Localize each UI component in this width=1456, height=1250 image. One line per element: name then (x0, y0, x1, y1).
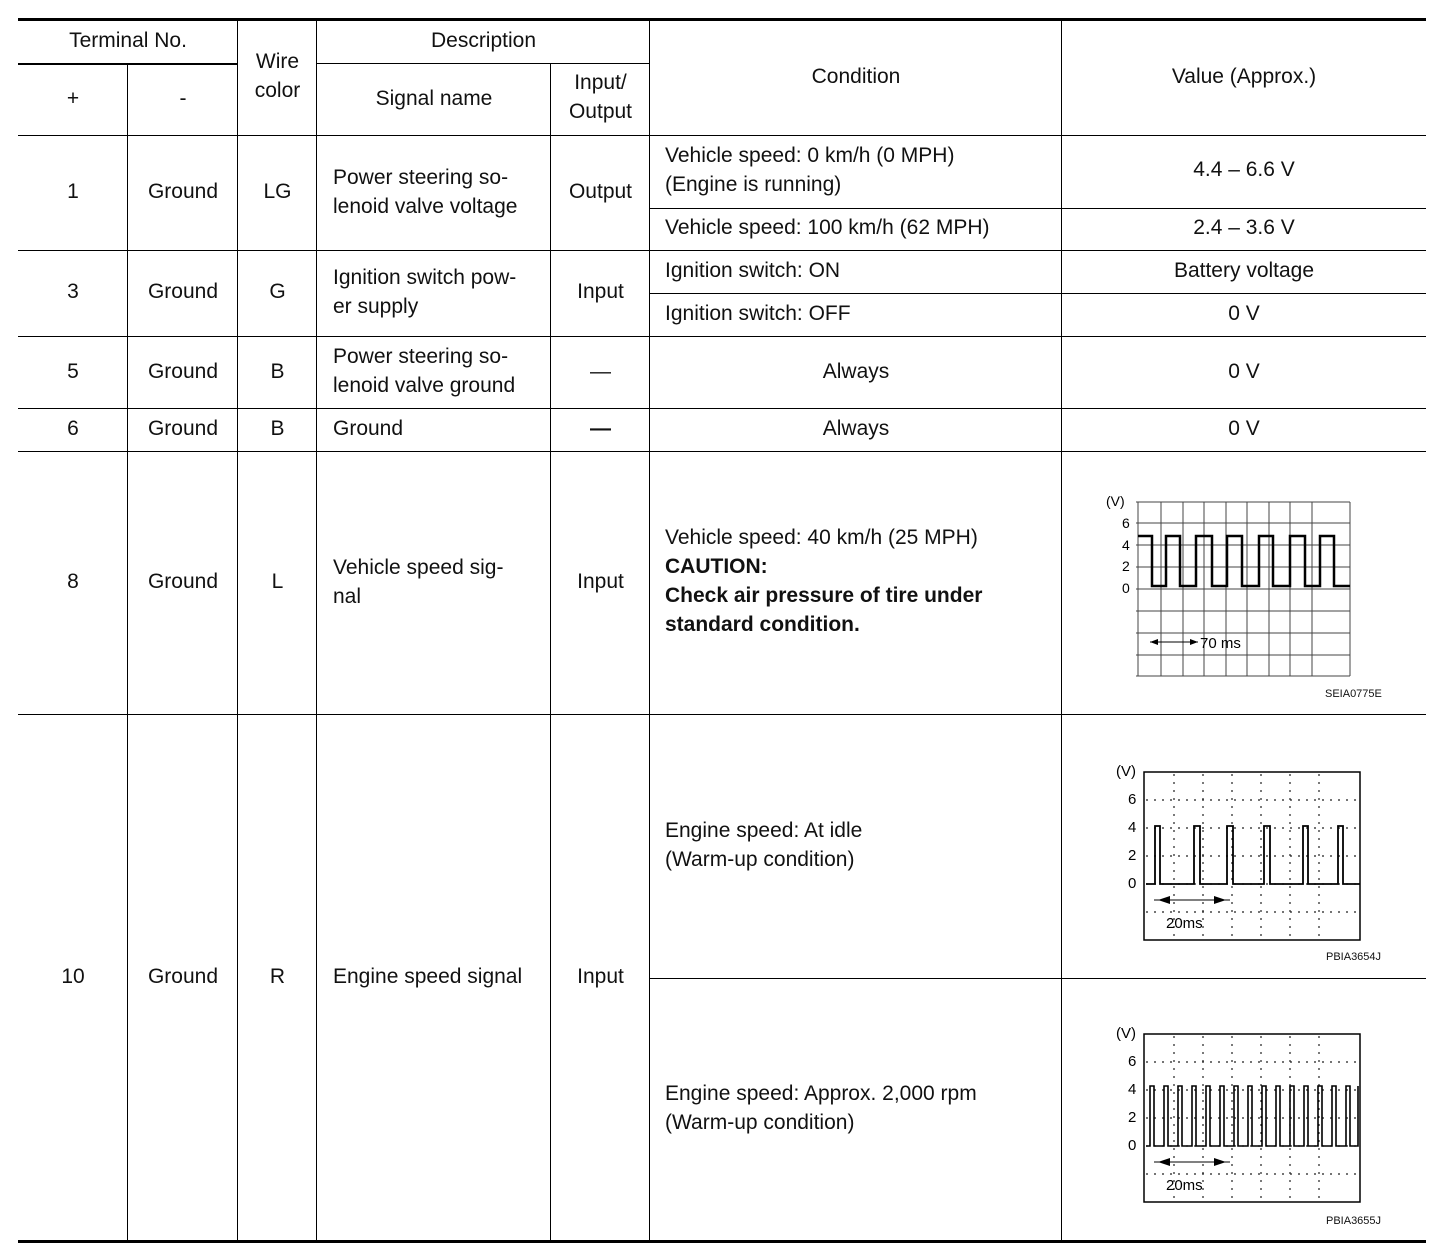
row10-io: Input (577, 965, 624, 988)
row-separator (18, 451, 1426, 452)
row10-minus: Ground (147, 965, 219, 988)
column-rule (127, 63, 128, 1241)
header-condition: Condition (811, 65, 901, 88)
waveform2-tick: 0 (1128, 875, 1137, 892)
row-separator (18, 408, 1426, 409)
header-wire-color-line2: color (254, 79, 301, 102)
row3-condition-a: Ignition switch: ON (665, 259, 841, 282)
header-plus: + (66, 87, 80, 110)
waveform3-tick: 4 (1128, 1081, 1137, 1098)
figure-code: SEIA0775E (1325, 688, 1382, 700)
row5-plus: 5 (67, 360, 79, 383)
row3-value-b: 0 V (1228, 302, 1260, 325)
row6-condition: Always (822, 417, 890, 440)
header-input-output (551, 68, 650, 126)
row5-signal: Power steering so- lenoid valve ground (333, 345, 516, 397)
row1-signal: Power steering so- lenoid valve voltage (333, 166, 518, 218)
figure-code: PBIA3655J (1326, 1215, 1382, 1227)
row3-condition-b: Ignition switch: OFF (665, 302, 851, 325)
row6-value: 0 V (1228, 417, 1260, 440)
row8-minus: Ground (147, 570, 219, 593)
row6-signal: Ground (333, 417, 404, 440)
engine-2000rpm-waveform (1110, 1022, 1370, 1206)
row1-io: Output (568, 180, 633, 203)
figure-code: PBIA3654J (1326, 951, 1382, 963)
row8-io: Input (577, 570, 624, 593)
waveform1-tick: 2 (1122, 558, 1130, 574)
row3-plus: 3 (67, 280, 79, 303)
waveform3-unit: (V) (1116, 1025, 1136, 1042)
row-separator (18, 336, 1426, 337)
row8-signal: Vehicle speed sig- nal (333, 556, 504, 608)
row10-signal: Engine speed signal (333, 965, 523, 988)
subrow-separator (650, 208, 1426, 209)
row1-condition-b: Vehicle speed: 100 km/h (62 MPH) (665, 216, 990, 239)
row8-plus: 8 (67, 570, 79, 593)
header-value: Value (Approx.) (1171, 65, 1317, 88)
row10-condition-b: Engine speed: Approx. 2,000 rpm (Warm-up condition) (665, 1082, 977, 1134)
header-description: Description (430, 29, 537, 52)
row-separator (18, 714, 1426, 715)
table-bottom-border (18, 1240, 1426, 1243)
column-rule (1061, 20, 1062, 1241)
waveform1-tick: 4 (1122, 537, 1130, 553)
row1-value-b: 2.4 – 3.6 V (1193, 216, 1295, 239)
row10-plus: 10 (61, 965, 85, 988)
row10-wire: R (269, 965, 286, 988)
row1-plus: 1 (67, 180, 79, 203)
row6-minus: Ground (147, 417, 219, 440)
header-minus: - (179, 87, 187, 110)
row5-condition: Always (822, 360, 890, 383)
waveform3-tick: 2 (1128, 1109, 1137, 1126)
subrow-separator (650, 293, 1426, 294)
row1-condition-a: Vehicle speed: 0 km/h (0 MPH) (Engine is running) (665, 144, 955, 196)
waveform1-tick: 0 (1122, 580, 1130, 596)
header-io-line1: Input/ (574, 71, 627, 94)
row1-wire: LG (263, 180, 292, 203)
header-divider-terminal (18, 63, 238, 65)
subrow-separator (650, 978, 1426, 979)
row-separator (18, 250, 1426, 251)
header-io-line2: Output (568, 100, 633, 123)
vehicle-speed-waveform (1100, 490, 1370, 682)
table-top-border (18, 18, 1426, 21)
row6-wire: B (270, 417, 285, 440)
caution-label: CAUTION: (665, 555, 768, 578)
waveform1-unit: (V) (1106, 493, 1125, 509)
row1-value-a: 4.4 – 6.6 V (1193, 158, 1295, 181)
header-signal-name: Signal name (375, 87, 493, 110)
row3-minus: Ground (147, 280, 219, 303)
waveform2-unit: (V) (1116, 763, 1136, 780)
waveform1-tick: 6 (1122, 515, 1130, 531)
row10-condition-a: Engine speed: At idle (Warm-up condition) (665, 819, 863, 871)
row8-wire: L (271, 570, 284, 593)
header-divider-description (317, 63, 650, 64)
waveform3-time-label: 20ms (1166, 1177, 1203, 1194)
row6-io: — (590, 417, 611, 440)
header-wire-color-line1: Wire (255, 50, 300, 73)
waveform1-time-label: 70 ms (1200, 635, 1241, 652)
row1-minus: Ground (147, 180, 219, 203)
row5-io: — (590, 360, 611, 383)
waveform3-tick: 0 (1128, 1137, 1137, 1154)
waveform3-tick: 6 (1128, 1053, 1137, 1070)
row8-condition: Vehicle speed: 40 km/h (25 MPH) CAUTION: Check air pressure of tire under standard condition. (665, 526, 983, 636)
row5-wire: B (270, 360, 285, 383)
engine-idle-waveform (1110, 760, 1370, 944)
row3-signal: Ignition switch pow- er supply (333, 266, 517, 318)
column-rule (550, 63, 551, 1241)
row5-minus: Ground (147, 360, 219, 383)
header-terminal-no: Terminal No. (69, 29, 187, 52)
row3-value-a: Battery voltage (1173, 259, 1315, 282)
row6-plus: 6 (67, 417, 79, 440)
row3-io: Input (577, 280, 624, 303)
waveform2-tick: 6 (1128, 791, 1137, 808)
row3-wire: G (269, 280, 286, 303)
waveform2-time-label: 20ms (1166, 915, 1203, 932)
header-bottom-border (18, 135, 1426, 136)
header-wire-color (238, 47, 317, 105)
waveform2-tick: 2 (1128, 847, 1137, 864)
row5-value: 0 V (1228, 360, 1260, 383)
waveform2-tick: 4 (1128, 819, 1137, 836)
